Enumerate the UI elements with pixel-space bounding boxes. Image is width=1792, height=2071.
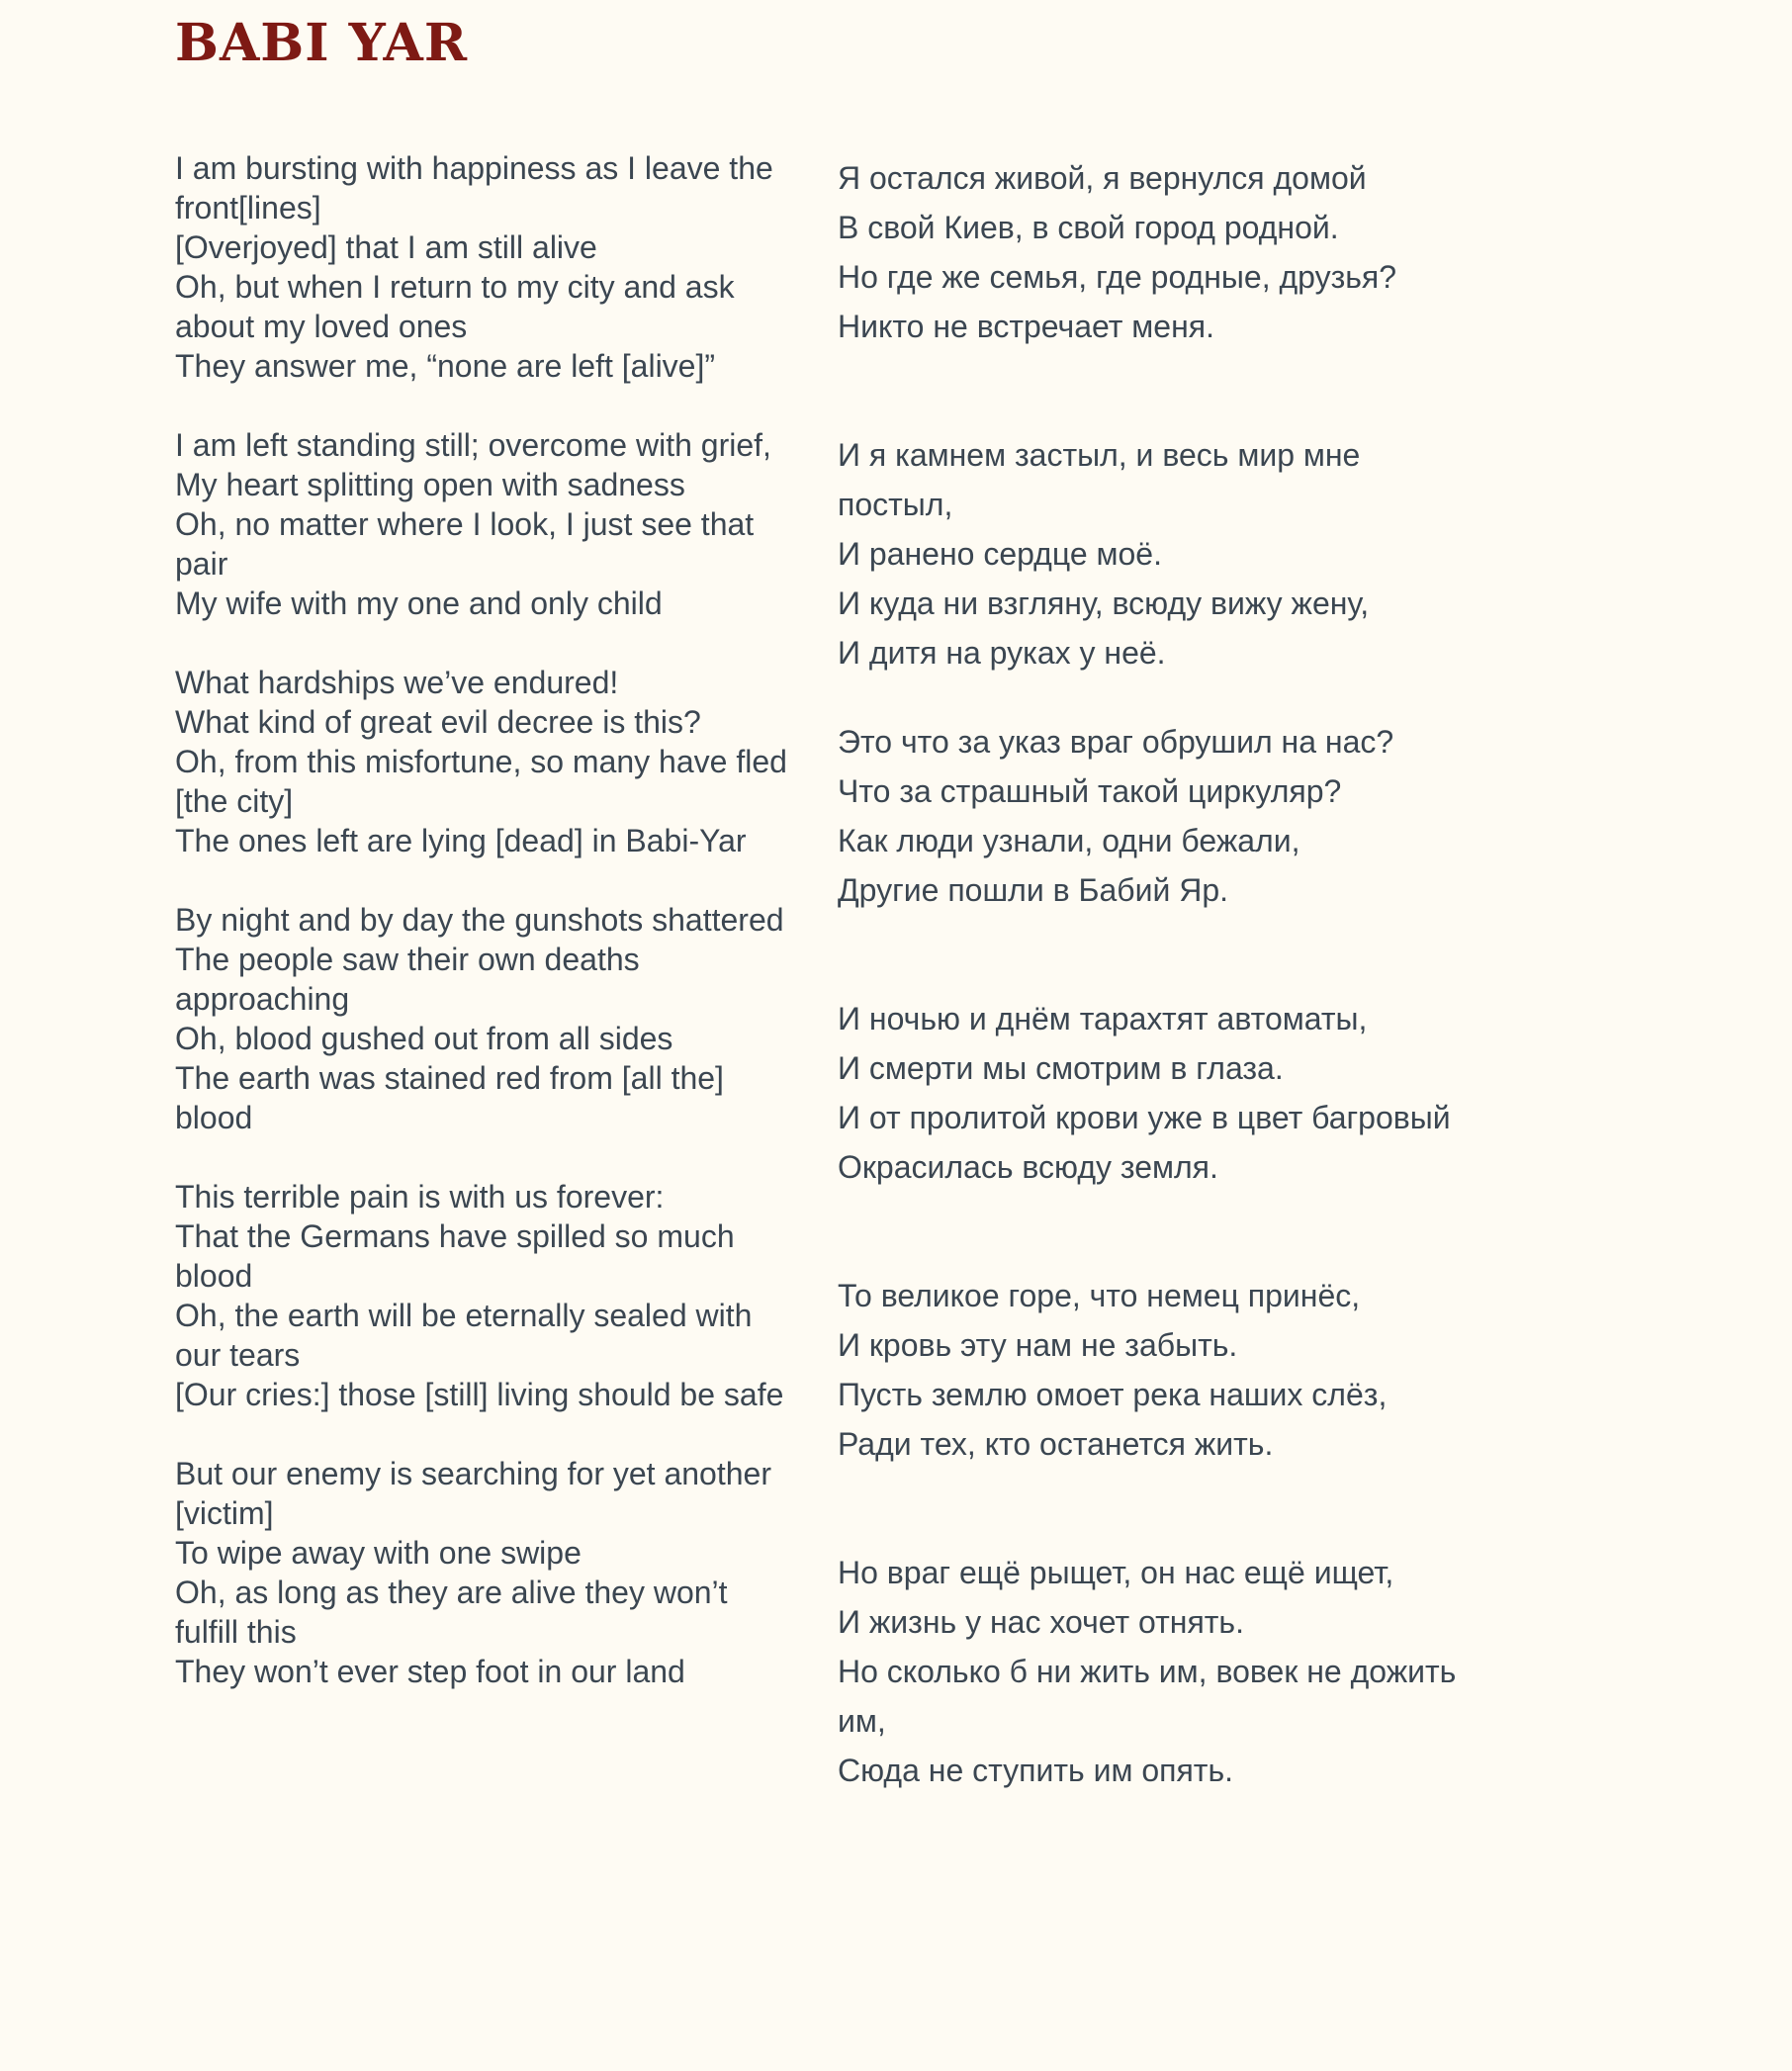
english-line: I am left standing still; overcome with grief, <box>175 427 771 463</box>
russian-line: И от пролитой крови уже в цвет багровый <box>838 1100 1451 1135</box>
russian-line: Но сколько б ни жить им, вовек не дожить им, <box>838 1654 1457 1739</box>
english-line: That the Germans have spilled so much blood <box>175 1218 735 1294</box>
russian-line: И ранено сердце моё. <box>838 536 1162 572</box>
russian-line: И ночью и днём тарахтят автоматы, <box>838 1001 1368 1036</box>
english-line: Oh, the earth will be eternally sealed with our tears <box>175 1298 753 1373</box>
russian-line: Никто не встречает меня. <box>838 309 1214 344</box>
russian-line: И куда ни взгляну, всюду вижу жену, <box>838 585 1370 621</box>
english-line: Oh, no matter where I look, I just see that pair <box>175 506 755 582</box>
english-line: Oh, blood gushed out from all sides <box>175 1021 673 1056</box>
english-stanza-6 <box>175 1454 798 1691</box>
english-line: This terrible pain is with us forever: <box>175 1179 665 1215</box>
russian-line: И я камнем застыл, и весь мир мне постыл, <box>838 437 1361 522</box>
russian-line: Ради тех, кто останется жить. <box>838 1426 1274 1462</box>
english-stanza-4 <box>175 900 798 1137</box>
russian-line: И смерти мы смотрим в глаза. <box>838 1050 1284 1086</box>
english-line: [Overjoyed] that I am still alive <box>175 229 597 265</box>
english-line: What kind of great evil decree is this? <box>175 704 701 740</box>
stanza-spacer <box>838 915 1471 994</box>
english-line: My wife with my one and only child <box>175 585 663 621</box>
english-line: The ones left are lying [dead] in Babi-Yar <box>175 823 747 858</box>
russian-line: Но где же семья, где родные, друзья? <box>838 259 1397 295</box>
russian-line: И жизнь у нас хочет отнять. <box>838 1604 1244 1640</box>
russian-line: Пусть землю омоет река наших слёз, <box>838 1377 1388 1412</box>
russian-line: Что за страшный такой циркуляр? <box>838 773 1342 809</box>
russian-line: Окрасилась всюду земля. <box>838 1149 1218 1185</box>
russian-stanza-5 <box>838 1271 1471 1469</box>
stanza-spacer <box>838 1469 1471 1548</box>
english-line: But our enemy is searching for yet another [victim] <box>175 1456 771 1531</box>
russian-stanza-3 <box>838 717 1471 915</box>
russian-line: В свой Киев, в свой город родной. <box>838 210 1339 245</box>
russian-line: Это что за указ враг обрушил на нас? <box>838 724 1394 760</box>
stanza-spacer <box>838 1192 1471 1271</box>
russian-line: То великое горе, что немец принёс, <box>838 1278 1361 1313</box>
english-stanza-5 <box>175 1177 798 1414</box>
english-stanza-1 <box>175 148 798 386</box>
english-lyrics-column <box>175 148 798 1731</box>
english-line: Oh, but when I return to my city and ask about my loved ones <box>175 269 735 344</box>
english-stanza-3 <box>175 663 798 860</box>
english-line: What hardships we’ve endured! <box>175 665 619 700</box>
russian-stanza-6 <box>838 1548 1471 1795</box>
russian-line: И дитя на руках у неё. <box>838 635 1166 671</box>
english-line: Oh, from this misfortune, so many have fled [the city] <box>175 744 787 819</box>
stanza-spacer <box>838 351 1471 430</box>
english-stanza-2 <box>175 425 798 623</box>
russian-stanza-4 <box>838 994 1471 1192</box>
english-line: They answer me, “none are left [alive]” <box>175 348 716 384</box>
english-line: They won’t ever step foot in our land <box>175 1654 685 1689</box>
page-title: BABI YAR <box>175 13 469 73</box>
russian-stanza-1 <box>838 153 1471 351</box>
english-line: My heart splitting open with sadness <box>175 467 685 502</box>
english-line: The earth was stained red from [all the] blood <box>175 1060 724 1135</box>
russian-line: И кровь эту нам не забыть. <box>838 1327 1238 1363</box>
russian-stanza-2 <box>838 430 1471 677</box>
russian-line: Как люди узнали, одни бежали, <box>838 823 1300 858</box>
english-line: [Our cries:] those [still] living should be safe <box>175 1377 784 1412</box>
english-line: By night and by day the gunshots shattered <box>175 902 784 938</box>
stanza-spacer <box>838 677 1471 717</box>
english-line: The people saw their own deaths approaching <box>175 942 640 1017</box>
english-line: Oh, as long as they are alive they won’t fulfill this <box>175 1575 728 1650</box>
russian-line: Сюда не ступить им опять. <box>838 1753 1233 1788</box>
russian-line: Я остался живой, я вернулся домой <box>838 160 1367 196</box>
russian-lyrics-column <box>838 148 1471 1795</box>
russian-line: Но враг ещё рыщет, он нас ещё ищет, <box>838 1555 1394 1590</box>
english-line: To wipe away with one swipe <box>175 1535 582 1571</box>
russian-line: Другие пошли в Бабий Яр. <box>838 872 1229 908</box>
english-line: I am bursting with happiness as I leave the front[lines] <box>175 150 773 225</box>
